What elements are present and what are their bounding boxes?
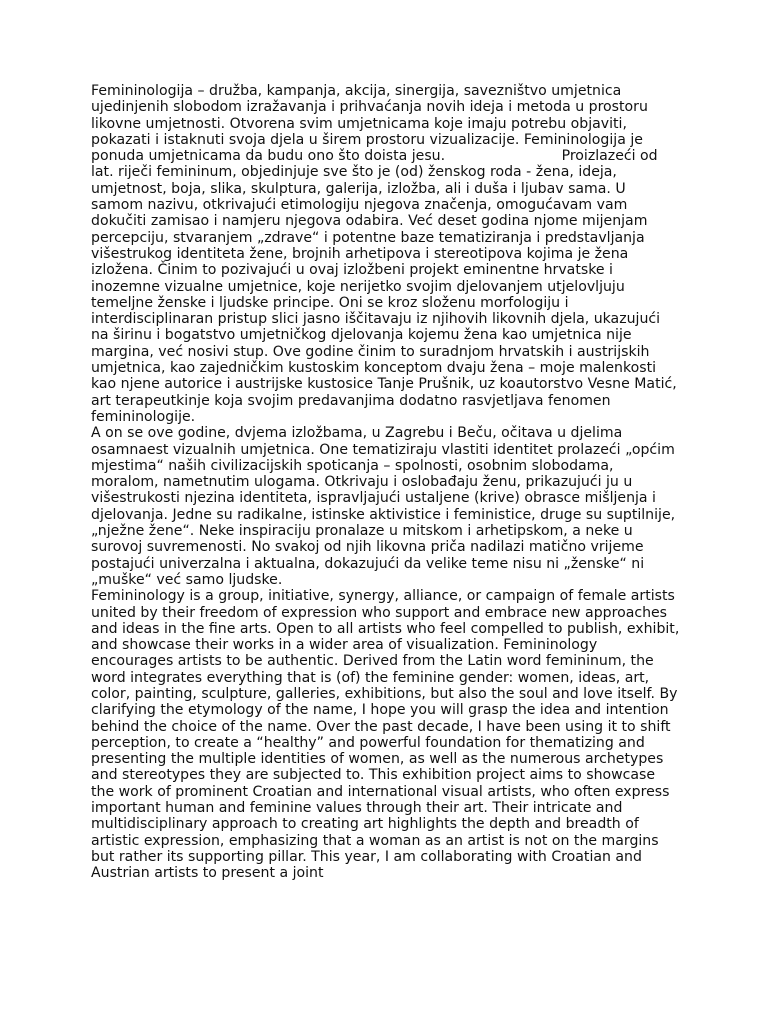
paragraph-croatian-exhibitions: A on se ove godine, dvjema izložbama, u Zagrebu i Beču, očitava u djelima osamnaest vizualnih umjetnica. One tematiziraju vlastiti identitet prolazeći „općim mjestima“ naših civilizacijskih spoticanja – spolnosti, osobnim slobodama, moralom, nametnutim ulogama. Otkrivaju i oslobađaju ženu, prikazujući ju u višestrukosti njezina identiteta, ispravljajući ustaljene (krive) obrasce mišljenja i djelovanja. Jedne su radikalne, istinske aktivistice i feministice, druge su suptilnije, „nježne žene“. Neke inspiraciju pronalaze u mitskom i arhetipskom, a neke u surovoj suvremenosti. No svakoj od njih likovna priča nadilazi matično vrijeme postajući univerzalna i aktualna, dokazujući da velike teme nisu ni „ženske“ ni „muške“ već samo ljudske. <box>91 425 680 588</box>
paragraph-english-intro: Femininology is a group, initiative, synergy, alliance, or campaign of female artists united by their freedom of expression who support and embrace new approaches and ideas in the fine arts. Open to all artists who feel compelled to publish, exhibit, and showcase their works in a wider area of visualization. Femininology encourages artists to be authentic. Derived from the Latin word femininum, the word integrates everything that is (of) the feminine gender: women, ideas, art, color, painting, sculpture, galleries, exhibitions, but also the soul and love itself. By clarifying the etymology of the name, I hope you will grasp the idea and intention behind the choice of the name. Over the past decade, I have been using it to shift perception, to create a “healthy” and powerful foundation for thematizing and presenting the multiple identities of women, as well as the numerous archetypes and stereotypes they are subjected to. This exhibition project aims to showcase the work of prominent Croatian and international visual artists, who often express important human and feminine values through their art. Their intricate and multidisciplinary approach to creating art highlights the depth and breadth of artistic expression, emphasizing that a woman as an artist is not on the margins but rather its supporting pillar. This year, I am collaborating with Croatian and Austrian artists to present a joint <box>91 588 684 882</box>
document-page <box>91 83 684 882</box>
paragraph-croatian-intro: Femininologija – družba, kampanja, akcija, sinergija, savezništvo umjetnica ujedinjenih slobodom izražavanja i prihvaćanja novih ideja i metoda u prostoru likovne umjetnosti. Otvorena svim umjetnicama koje imaju potrebu objaviti, pokazati i istaknuti svoja djela u širem prostoru vizualizacije. Femininologija je ponuda umjetnicama da budu ono što doista jesu. Proizlazeći od lat. riječi femininum, objedinjuje sve što je (od) ženskog roda - žena, ideja, umjetnost, boja, slika, skulptura, galerija, izložba, ali i duša i ljubav sama. U samom nazivu, otkrivajući etimologiju njegova značenja, omogućavam vam dokučiti zamisao i namjeru njegova odabira. Već deset godina njome mijenjam percepciju, stvaranjem „zdrave“ i potentne baze tematiziranja i predstavljanja višestrukog identiteta žene, brojnih arhetipova i stereotipova kojima je žena izložena. Činim to pozivajući u ovaj izložbeni projekt eminentne hrvatske i inozemne vizualne umjetnice, koje nerijetko svojim djelovanjem utjelovljuju temeljne ženske i ljudske principe. Oni se kroz složenu morfologiju i interdisciplinaran pristup slici jasno iščitavaju iz njihovih likovnih djela, ukazujući na širinu i bogatstvo umjetničkog djelovanja kojemu žena kao umjetnica nije margina, već nosivi stup. Ove godine činim to suradnjom hrvatskih i austrijskih umjetnica, kao zajedničkim kustoskim konceptom dvaju žena – moje malenkosti kao njene autorice i austrijske kustosice Tanje Prušnik, uz koautorstvo Vesne Matić, art terapeutkinje koja svojim predavanjima dodatno rasvjetljava fenomen femininologije. <box>91 83 682 425</box>
